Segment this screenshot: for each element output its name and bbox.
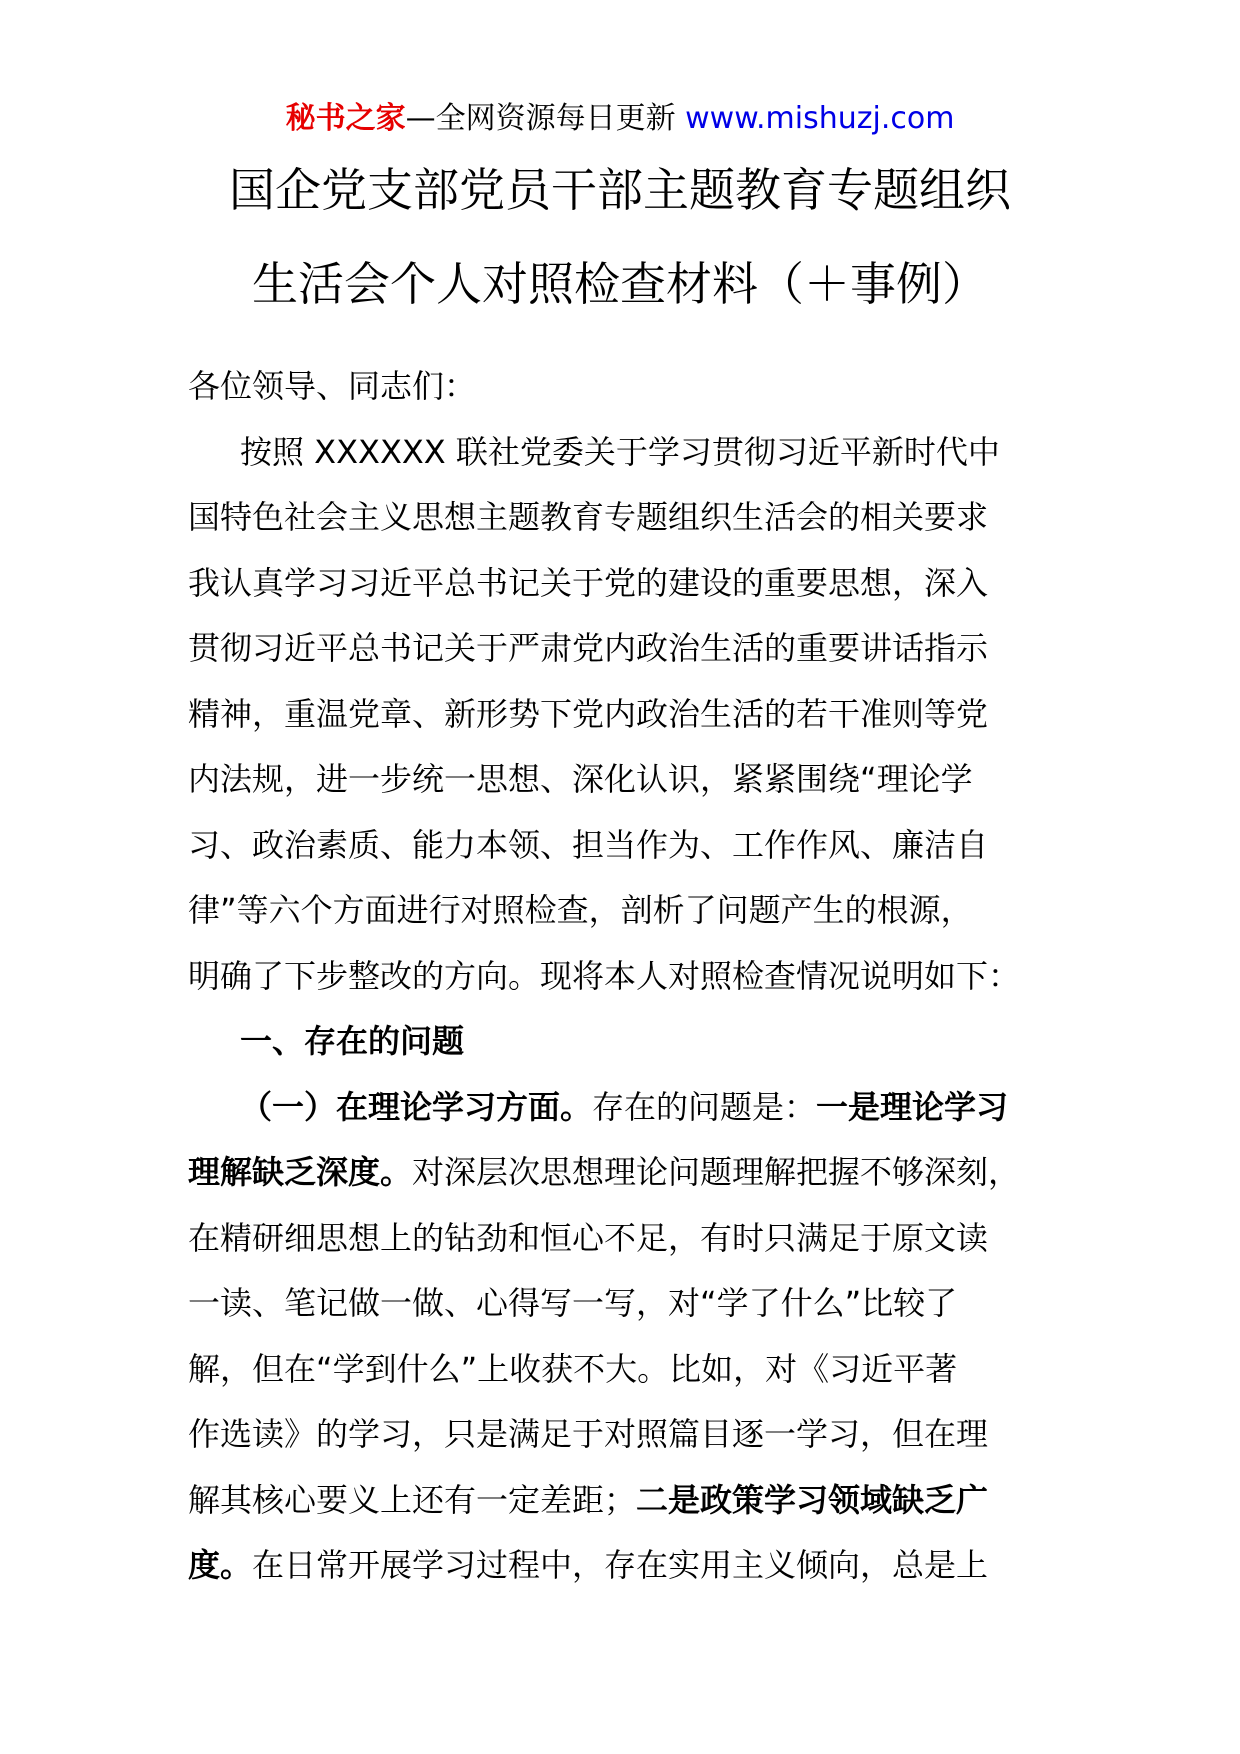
paragraph-line: 作选读》的学习，只是满足于对照篇目逐一学习，但在理 (188, 1415, 989, 1453)
paragraph-line: 我认真学习习近平总书记关于党的建设的重要思想，深入 (188, 563, 989, 602)
salutation: 各位领导、同志们： (188, 367, 477, 405)
site-url[interactable]: www.mishuzj.com (685, 101, 955, 136)
paragraph-line (188, 1140, 1048, 1206)
paragraph-line: 精神，重温党章、新形势下党内政治生活的若干准则等党 (188, 694, 989, 733)
point-heading: 度。 (188, 1546, 253, 1584)
document-title-line-2: 生活会个人对照检查材料（＋事例） (252, 257, 988, 311)
paragraph-line (188, 1075, 1048, 1141)
paragraph-line: 律”等六个方面进行对照检查，剖析了问题产生的根源， (188, 891, 973, 929)
section-heading: 一、存在的问题 (240, 1022, 465, 1060)
paragraph-line: 内法规，进一步统一思想、深化认识，紧紧围绕“理论学 (188, 760, 973, 798)
paragraph-line: 贯彻习近平总书记关于严肃党内政治生活的重要讲话指示 (188, 629, 989, 667)
point-heading: 一是理论学习 (816, 1087, 1009, 1126)
paragraph-line: 明确了下步整改的方向。现将本人对照检查情况说明如下： (188, 956, 1021, 995)
paragraph-line: 在精研细思想上的钻劲和恒心不足，有时只满足于原文读 (188, 1218, 989, 1257)
paragraph-line: 一读、笔记做一做、心得写一写，对“学了什么”比较了 (188, 1284, 958, 1322)
paragraph-line: 习、政治素质、能力本领、担当作为、工作作风、廉洁自 (188, 825, 989, 864)
point-heading: 二是政策学习领域缺乏广 (636, 1480, 989, 1519)
paragraph-line: 按照 XXXXXX 联社党委关于学习贯彻习近平新时代中 (240, 432, 1000, 471)
paragraph-line (188, 1468, 1048, 1534)
lead-text: 存在的问题是： (592, 1087, 817, 1126)
brand-name: 秘书之家 (285, 101, 406, 136)
paragraph-line: 国特色社会主义思想主题教育专题组织生活会的相关要求 (188, 498, 989, 536)
header-tagline: —全网资源每日更新 (405, 101, 676, 136)
paragraph-text: 解其核心要义上还有一定差距； (188, 1480, 637, 1519)
paragraph-line: 解，但在“学到什么”上收获不大。比如，对《习近平著 (188, 1349, 958, 1388)
point-heading: 理解缺乏深度。 (188, 1153, 413, 1191)
document-body (188, 354, 1048, 1599)
paragraph-text: 在日常开展学习过程中，存在实用主义倾向，总是上 (252, 1546, 989, 1584)
document-title-line-1: 国企党支部党员干部主题教育专题组织 (229, 163, 1011, 217)
subsection-heading: （一）在理论学习方面。 (240, 1087, 593, 1126)
paragraph-text: 对深层次思想理论问题理解把握不够深刻， (412, 1153, 1021, 1191)
paragraph-line (188, 1533, 1048, 1599)
watermark-header (0, 98, 1240, 140)
